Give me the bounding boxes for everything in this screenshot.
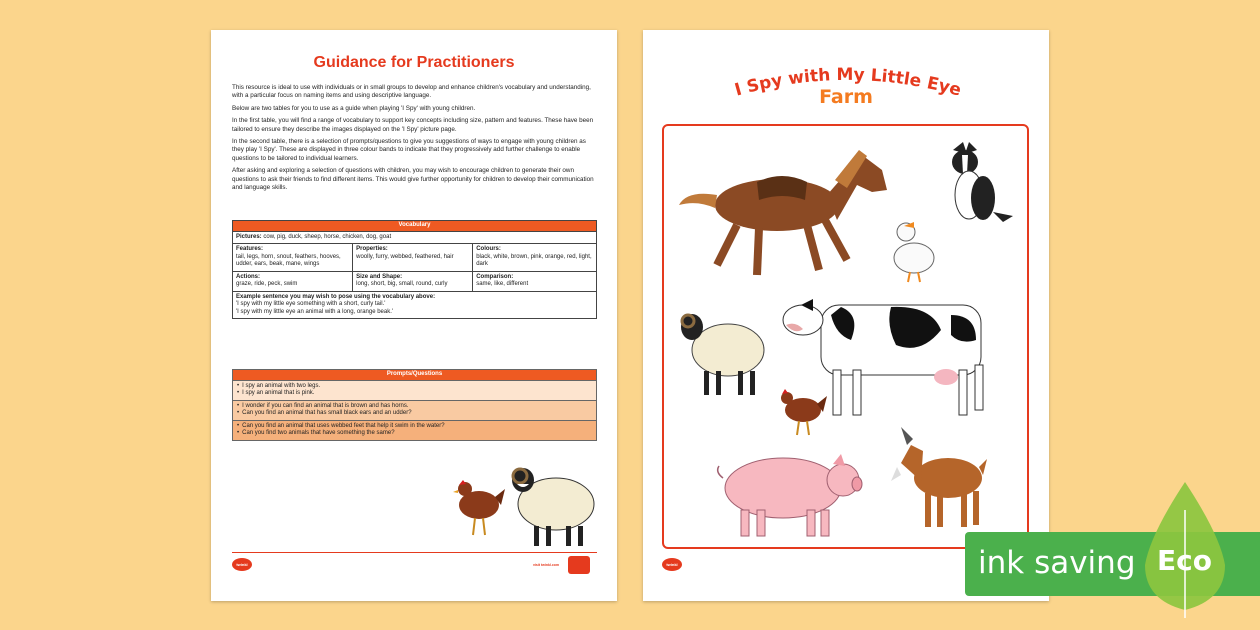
prompt-question: • Can you find two animals that have something the same? bbox=[237, 430, 592, 438]
example-label: Example sentence you may wish to pose using the vocabulary above: bbox=[236, 293, 436, 300]
prompts-band-3 bbox=[233, 420, 597, 440]
example-sentence: 'I spy with my little eye something with a short, curly tail.' bbox=[236, 301, 386, 307]
prompt-question: • Can you find an animal that has small black ears and an udder? bbox=[237, 410, 592, 418]
features-label: Features: bbox=[236, 246, 264, 252]
guidance-intro bbox=[232, 84, 596, 196]
colours-value: black, white, brown, pink, orange, red, light, dark bbox=[476, 253, 592, 267]
comparison-cell bbox=[473, 271, 597, 291]
actions-cell bbox=[233, 271, 353, 291]
twinkl-logo: twinkl bbox=[662, 558, 682, 571]
pig-illustration bbox=[713, 448, 863, 548]
example-sentence: 'I spy with my little eye an animal with a long, orange beak.' bbox=[236, 308, 394, 315]
prompt-question: • I spy an animal with two legs. bbox=[237, 383, 592, 391]
eco-label: Eco bbox=[1157, 544, 1212, 577]
chicken-illustration bbox=[449, 455, 509, 550]
comparison-label: Comparison: bbox=[476, 273, 514, 280]
footer-divider bbox=[232, 552, 597, 553]
ispy-title: I Spy with My Little Eye bbox=[732, 66, 964, 101]
size-shape-value: long, short, big, small, round, curly bbox=[356, 281, 448, 287]
brand-badge-icon bbox=[568, 556, 590, 574]
farm-title: Farm bbox=[819, 86, 873, 108]
sheep-illustration bbox=[508, 460, 598, 552]
intro-paragraph: Below are two tables for you to use as a guide when playing 'I Spy' with young children. bbox=[232, 104, 476, 112]
colours-cell bbox=[473, 244, 597, 272]
prompts-band-2 bbox=[233, 400, 597, 420]
ink-saving-label: ink saving bbox=[978, 545, 1136, 581]
prompts-band-1 bbox=[233, 380, 597, 400]
guidance-page bbox=[211, 30, 617, 601]
prompt-question: • Can you find an animal that uses webbed feet that help it swim in the water? bbox=[237, 423, 592, 431]
visit-link[interactable]: visit twinkl.com bbox=[533, 563, 560, 567]
twinkl-logo: twinkl bbox=[232, 558, 252, 571]
vocabulary-table bbox=[232, 220, 597, 319]
features-cell bbox=[233, 244, 353, 272]
dog-illustration bbox=[943, 140, 1018, 230]
pictures-cell bbox=[233, 231, 597, 244]
sheep-illustration bbox=[676, 305, 771, 405]
chicken-illustration bbox=[773, 380, 831, 440]
actions-label: Actions: bbox=[236, 273, 260, 280]
comparison-value: same, like, different bbox=[476, 281, 529, 287]
prompts-table bbox=[232, 369, 597, 441]
intro-paragraph: In the first table, you will find a range of vocabulary to support key concepts including size, pattern and features. These have been tailored to ensure they describe the images displayed on the 'I Spy' picture page. bbox=[232, 117, 594, 133]
example-cell bbox=[233, 291, 597, 319]
vocabulary-heading: Vocabulary bbox=[233, 221, 597, 232]
properties-value: woolly, furry, webbed, feathered, hair bbox=[356, 253, 454, 260]
intro-paragraph: This resource is ideal to use with individuals or in small groups to develop and enhance children's vocabulary and understanding, with a particular focus on naming items and using descriptive language. bbox=[232, 84, 591, 100]
horse-illustration bbox=[677, 140, 892, 290]
properties-label: Properties: bbox=[356, 246, 388, 252]
guidance-title: Guidance for Practitioners bbox=[313, 54, 515, 71]
goat-illustration bbox=[883, 423, 993, 538]
duck-illustration bbox=[888, 218, 943, 288]
pictures-value: cow, pig, duck, sheep, horse, chicken, dog, goat bbox=[263, 233, 392, 240]
prompt-question: • I spy an animal that is pink. bbox=[237, 390, 592, 398]
intro-paragraph: In the second table, there is a selection of prompts/questions to give you suggestions of ways to engage with young children as they play 'I Spy'. These are displayed in three colour bands to indicate that they progressively add further challenge to enable questions to be tailored to individual learners. bbox=[232, 138, 586, 162]
prompts-heading: Prompts/Questions bbox=[233, 370, 597, 381]
properties-cell bbox=[353, 244, 473, 272]
colours-label: Colours: bbox=[476, 246, 501, 252]
ispy-page bbox=[643, 30, 1049, 601]
size-shape-label: Size and Shape: bbox=[356, 273, 403, 280]
intro-paragraph: After asking and exploring a selection of questions with children, you may wish to encourage children to generate their own questions to ask their friends to find different items. This would give further opportunity for children to develop their communication and language skills. bbox=[232, 167, 594, 192]
size-shape-cell bbox=[353, 271, 473, 291]
pictures-label: Pictures: bbox=[236, 233, 262, 240]
actions-value: graze, ride, peck, swim bbox=[236, 281, 298, 287]
prompt-question: • I wonder if you can find an animal that is brown and has horns. bbox=[237, 403, 592, 411]
features-value: tail, legs, horn, snout, feathers, hooves, udder, ears, beak, mane, wings bbox=[236, 253, 341, 267]
